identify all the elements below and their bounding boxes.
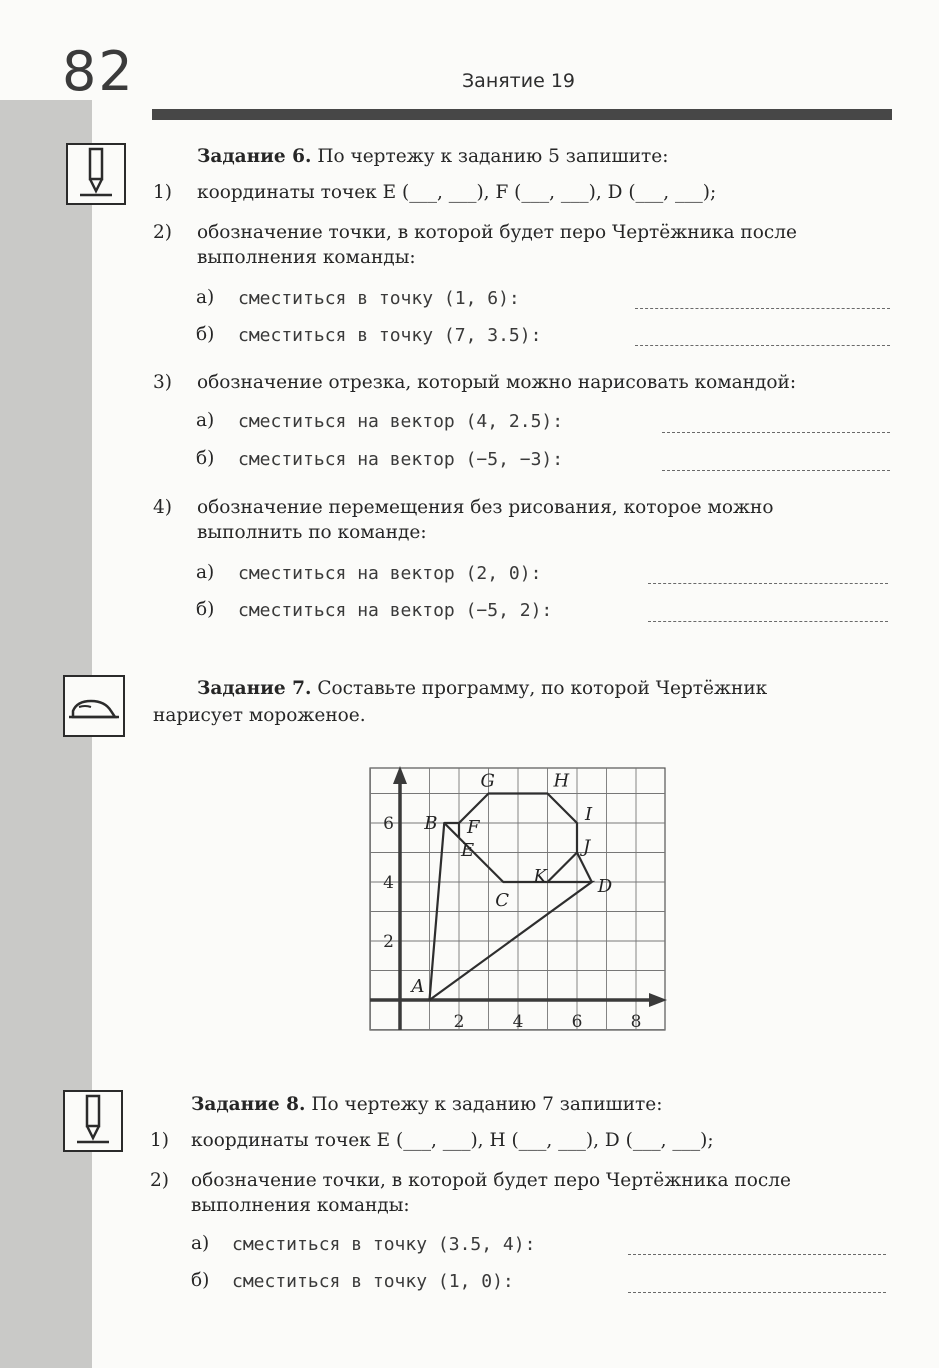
task7-line2: нарисует мороженое. [153, 705, 366, 726]
task6-q4a-command: сместиться на вектор (2, 0): [238, 563, 542, 584]
task6-q4a-letter: а) [196, 562, 215, 583]
task6-q4b-command: сместиться на вектор (−5, 2): [238, 600, 553, 621]
task8-intro: По чертежу к заданию 7 запишите: [311, 1094, 663, 1115]
answer-blank[interactable] [648, 621, 888, 622]
task8-q2a-letter: а) [191, 1233, 210, 1254]
ice-cream-shape [430, 794, 592, 1001]
x-tick-label: 4 [512, 1012, 524, 1032]
task6-q4-line2: выполнить по команде: [197, 522, 427, 543]
task6-q2-number: 2) [153, 222, 172, 243]
task6-q2b-command: сместиться в точку (7, 3.5): [238, 325, 542, 346]
answer-blank[interactable] [628, 1254, 886, 1255]
task6-q3b-letter: б) [196, 448, 215, 469]
task8-title: Задание 8. [191, 1094, 306, 1115]
header-rule [152, 109, 892, 120]
task8-q2b-command: сместиться в точку (1, 0): [232, 1271, 514, 1292]
task6-q3a-letter: а) [196, 410, 215, 431]
task6-q1-text: координаты точек E (___, ___), F (___, ___), D (___, ___); [197, 182, 717, 203]
task6-q4-number: 4) [153, 497, 172, 518]
point-label-D: D [597, 876, 613, 897]
mouse-icon [63, 675, 125, 737]
point-label-K: K [533, 866, 547, 887]
y-tick-label: 2 [383, 932, 394, 952]
task6-q1-number: 1) [153, 182, 172, 203]
task6-q2a-letter: а) [196, 287, 215, 308]
task6-q4-line1: обозначение перемещения без рисования, которое можно [197, 497, 774, 518]
task6-intro: По чертежу к заданию 5 запишите: [317, 146, 669, 167]
answer-blank[interactable] [662, 470, 890, 471]
task6-q2-line2: выполнения команды: [197, 247, 416, 268]
task8-q2b-letter: б) [191, 1270, 210, 1291]
answer-blank[interactable] [628, 1292, 886, 1293]
answer-blank[interactable] [635, 308, 890, 309]
point-label-H: H [553, 770, 570, 792]
task6-q4b-letter: б) [196, 599, 215, 620]
pencil-icon [63, 1090, 123, 1152]
y-tick-label: 6 [383, 814, 394, 834]
task6-q3-text: обозначение отрезка, который можно нарисовать командой: [197, 372, 797, 393]
coordinate-grid-figure [360, 760, 680, 1040]
answer-blank[interactable] [662, 432, 890, 433]
point-label-J: J [583, 836, 591, 858]
task7-line1: Составьте программу, по которой Чертёжник [317, 678, 768, 699]
x-tick-label: 6 [571, 1012, 583, 1032]
task6-q2a-command: сместиться в точку (1, 6): [238, 288, 520, 309]
task6-q2b-letter: б) [196, 324, 215, 345]
y-axis-arrow [393, 766, 407, 784]
point-label-C: C [495, 890, 510, 911]
task6-title: Задание 6. [197, 146, 312, 167]
task6-q2-line1: обозначение точки, в которой будет перо Чертёжника после [197, 222, 797, 243]
segment-BE [444, 823, 459, 838]
lesson-title: Занятие 19 [462, 70, 575, 92]
task6-q3-number: 3) [153, 372, 172, 393]
point-label-G: G [480, 770, 495, 792]
x-axis-arrow [649, 993, 667, 1007]
pencil-icon [66, 143, 126, 205]
point-label-F: F [467, 817, 480, 838]
point-label-A: A [411, 976, 425, 997]
task7-title: Задание 7. [197, 678, 312, 699]
y-tick-label: 4 [383, 873, 394, 893]
x-tick-label: 8 [630, 1012, 642, 1032]
page-number: 82 [62, 40, 135, 103]
task6-q3a-command: сместиться на вектор (4, 2.5): [238, 411, 564, 432]
point-label-B: B [424, 813, 438, 834]
x-tick-label: 2 [453, 1012, 465, 1032]
task8-q1-number: 1) [150, 1130, 169, 1151]
answer-blank[interactable] [635, 345, 890, 346]
task8-q2-line1: обозначение точки, в которой будет перо Чертёжника после [191, 1170, 791, 1191]
point-label-E: E [461, 839, 475, 861]
point-label-I: I [585, 804, 593, 825]
task6-q3b-command: сместиться на вектор (−5, −3): [238, 449, 564, 470]
task8-q1-text: координаты точек E (___, ___), H (___, ___), D (___, ___); [191, 1130, 714, 1151]
answer-blank[interactable] [648, 583, 888, 584]
task8-q2-line2: выполнения команды: [191, 1195, 410, 1216]
task8-q2a-command: сместиться в точку (3.5, 4): [232, 1234, 536, 1255]
task8-q2-number: 2) [150, 1170, 169, 1191]
